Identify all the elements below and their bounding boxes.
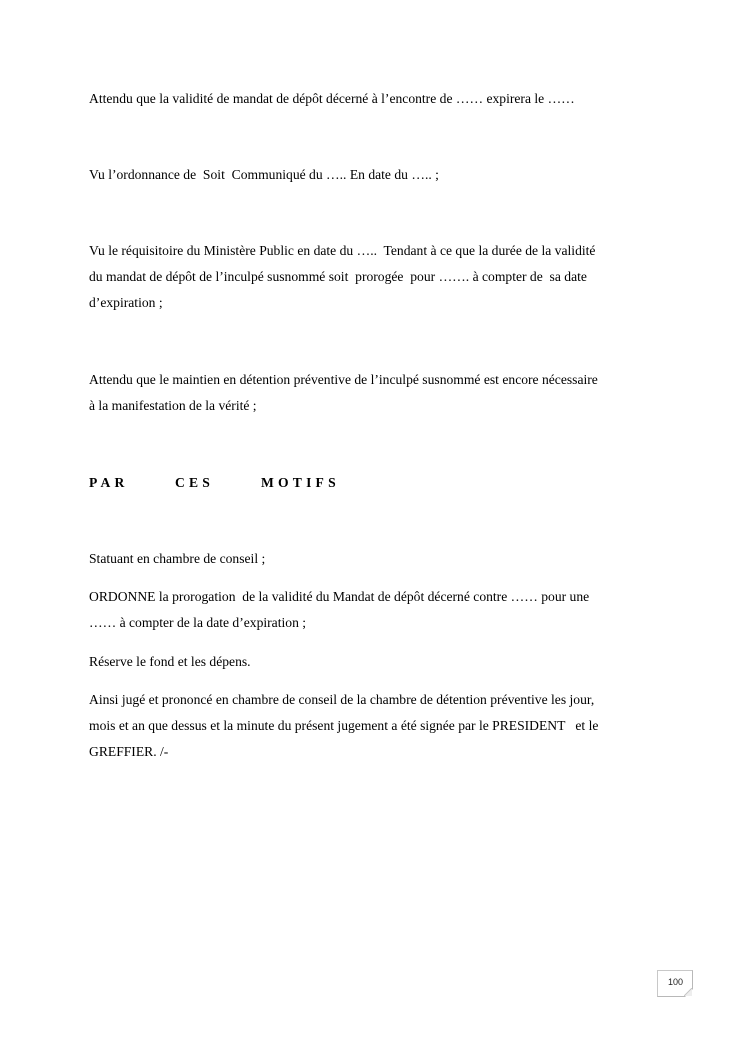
paragraph-line: du mandat de dépôt de l’inculpé susnommé soit prorogée pour ……. à compter de sa date xyxy=(89,269,587,284)
paragraph-mandat-expiry: Attendu que la validité de mandat de dépôt décerné à l’encontre de …… expirera le …… xyxy=(89,91,575,106)
page-number: 100 xyxy=(667,977,684,987)
heading-word: CES xyxy=(175,475,215,490)
paragraph-line: Ainsi jugé et prononcé en chambre de conseil de la chambre de détention préventive les jour, xyxy=(89,692,595,707)
paragraph-reserve: Réserve le fond et les dépens. xyxy=(89,654,251,669)
paragraph-line: Vu le réquisitoire du Ministère Public en date du ….. Tendant à ce que la durée de la validité xyxy=(89,243,596,258)
paragraph-line: à la manifestation de la vérité ; xyxy=(89,398,257,413)
paragraph-line: mois et an que dessus et la minute du présent jugement a été signée par le PRESIDENT et le xyxy=(89,718,599,733)
paragraph-line: d’expiration ; xyxy=(89,295,163,310)
page-number-box xyxy=(657,970,693,997)
heading-word: MOTIFS xyxy=(261,475,340,490)
paragraph-statuant: Statuant en chambre de conseil ; xyxy=(89,551,266,566)
heading-word: PAR xyxy=(89,475,129,490)
paragraph-ordonnance: Vu l’ordonnance de Soit Communiqué du ….. En date du ….. ; xyxy=(89,167,439,182)
paragraph-line: ORDONNE la prorogation de la validité du Mandat de dépôt décerné contre …… pour une xyxy=(89,589,590,604)
paragraph-line: …… à compter de la date d’expiration ; xyxy=(89,615,307,630)
page-curl-shading xyxy=(684,988,692,996)
paragraph-line: GREFFIER. /- xyxy=(89,744,169,759)
paragraph-line: Attendu que le maintien en détention préventive de l’inculpé susnommé est encore nécessaire xyxy=(89,372,598,387)
